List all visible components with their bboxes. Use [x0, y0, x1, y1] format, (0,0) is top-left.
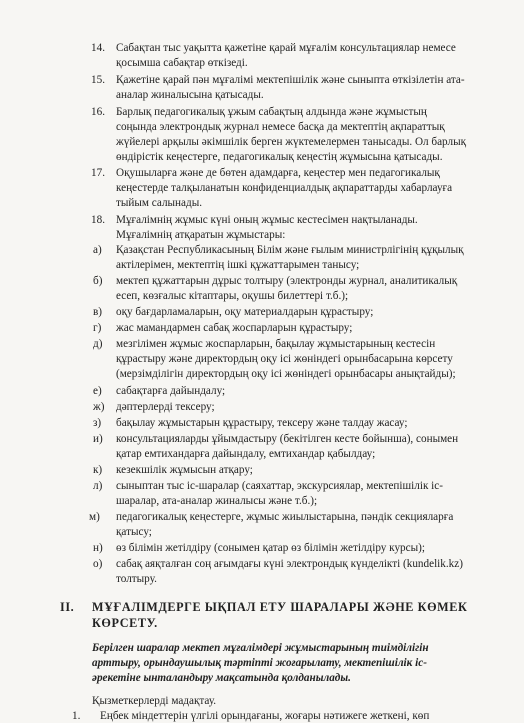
- item-number: 18.: [91, 214, 105, 226]
- subitem-text-line: толтыру.: [116, 573, 157, 585]
- section-intro-line: әрекетіне ынталандыру мақсатында қолданылады.: [92, 672, 351, 684]
- subitem-label: б): [93, 275, 103, 287]
- item-text-line: Барлық педагогикалық ұжым сабақтың алдында және жұмыстың: [116, 106, 427, 118]
- subitem-text-line: оқу бағдарламаларын, оқу материалдарын құрастыру;: [116, 306, 374, 318]
- subitem-text-line: актілерімен, мектептің ішкі құжаттарымен танысу;: [116, 259, 360, 271]
- item-text-line: Қажетіне қарай пән мұғалімі мектепішілік және сыныпта өткізілетін ата-: [116, 74, 465, 86]
- subitem-text-line: консультацияларды ұйымдастыру (бекітілген кесте бойынша), сонымен: [116, 433, 459, 445]
- section-intro-line: арттыру, орындаушылық тәртіпті жоғарылату, мектепішілік іс-: [92, 657, 427, 669]
- section-intro-line: Берілген шаралар мектеп мұғалімдері жұмыстарының тиімділігін: [92, 642, 429, 654]
- subitem-label: з): [93, 417, 102, 429]
- subitem-text-line: сабақ аяқталған соң ағымдағы күні электрондық күнделікті (kundelik.kz): [116, 558, 463, 570]
- subitem-text-line: бақылау жұмыстарын құрастыру, тексеру және талдау жасау;: [116, 417, 408, 429]
- item-text-line: өндірістік кеңестерге, педагогикалық кеңестің жұмысына қатысады.: [116, 151, 443, 163]
- item-text-line: жүйелері арқылы әкімшілік берген жүктемелермен танысады. Ол барлық: [116, 136, 467, 148]
- subitem-text-line: қатысу;: [116, 526, 152, 538]
- item-number: 14.: [91, 42, 105, 54]
- subitem-label: и): [93, 433, 103, 445]
- subitem-label: е): [93, 385, 102, 397]
- item-number: 17.: [91, 167, 105, 179]
- subitem-label: о): [93, 558, 103, 570]
- section-number: II.: [60, 600, 75, 614]
- subitem-text-line: (мерзімділігін директордың оқу ісі жөніндегі орынбасары анықтайды);: [116, 368, 456, 380]
- subitem-text-line: сабақтарға дайындалу;: [116, 385, 226, 397]
- sub-heading: Қызметкерлерді мадақтау.: [92, 695, 217, 707]
- subitem-label: а): [93, 244, 102, 256]
- subitem-label: г): [93, 322, 102, 334]
- subitem-text-line: кезекшілік жұмысын атқару;: [116, 464, 253, 476]
- item-text-line: Оқушыларға және де бөтен адамдарға, кеңестер мен педагогикалық: [116, 167, 440, 179]
- item-number: 15.: [91, 74, 105, 86]
- section-title-line: КӨРСЕТУ.: [92, 616, 158, 630]
- item-text-line: соңында электрондық журнал немесе басқа да мектептің ақпараттық: [116, 121, 445, 133]
- subitem-label: ж): [93, 401, 105, 413]
- item-text-line: қосымша сабақтар өткізеді.: [116, 57, 248, 69]
- subitem-label: м): [89, 511, 100, 523]
- subitem-text-line: педагогикалық кеңестерге, жұмыс жиылыстарына, пәндік секцияларға: [116, 511, 454, 523]
- subitem-text-line: құрастыру және директордың оқу ісі жөніндегі орынбасарына көрсету: [116, 353, 453, 365]
- subitem-text-line: мектеп құжаттарын дұрыс толтыру (электронды журнал, аналитикалық: [116, 275, 458, 287]
- subitem-text-line: есеп, көзғалыс кітаптары, оқушы билеттері т.б.);: [116, 290, 349, 302]
- subitem-text-line: дәптерлерді тексеру;: [116, 401, 215, 413]
- item-text-line: Сабақтан тыс уақытта қажетіне қарай мұғалім консультациялар немесе: [116, 42, 456, 54]
- subitem-text-line: қатар емтихандарға дайындалу, емтихандар қабылдау;: [116, 448, 376, 460]
- item-number: 16.: [91, 106, 105, 118]
- section-title-line: МҰҒАЛІМДЕРГЕ ЫҚПАЛ ЕТУ ШАРАЛАРЫ ЖӘНЕ КӨМЕК: [92, 600, 468, 614]
- subitem-text-line: сыныптан тыс іс-шаралар (саяхаттар, экскурсиялар, мектепішілік іс-: [116, 480, 443, 492]
- subitem-text-line: жас мамандармен сабақ жоспарларын құрастыру;: [116, 322, 353, 334]
- item-text-line: тыйым салынады.: [116, 197, 203, 209]
- subitem-text-line: мезгілімен жұмыс жоспарларын, бақылау жұмыстарының кестесін: [116, 338, 436, 350]
- subitem-label: в): [93, 306, 103, 318]
- subitem-label: д): [93, 338, 103, 350]
- subitem-label: л): [93, 480, 103, 492]
- item-text-line: Мұғалімнің жұмыс күні оның жұмыс кестесімен нақтыланады.: [116, 214, 418, 226]
- item-text-line: Еңбек міндеттерін үлгілі орындағаны, жоғары нәтижеге жеткені, көп: [100, 710, 430, 722]
- item-number: 1.: [72, 710, 81, 722]
- subitem-text-line: шаралар, ата-аналар жиналысы және т.б.);: [116, 495, 318, 507]
- subitem-text-line: Қазақстан Республикасының Білім және ғылым министрлігінің құқылық: [116, 244, 464, 256]
- item-text-line: аналар жиналысына қатысады.: [116, 89, 264, 101]
- item-text-line: Мұғалімнің атқаратын жұмыстары:: [116, 229, 286, 241]
- subitem-text-line: өз білімін жетілдіру (сонымен қатар өз білімін жетілдіру курсы);: [116, 542, 425, 554]
- subitem-label: н): [93, 542, 103, 554]
- subitem-label: к): [93, 464, 103, 476]
- item-text-line: кеңестерде талқыланатын конфиденциалдық ақпараттарды хабарлауға: [116, 182, 453, 194]
